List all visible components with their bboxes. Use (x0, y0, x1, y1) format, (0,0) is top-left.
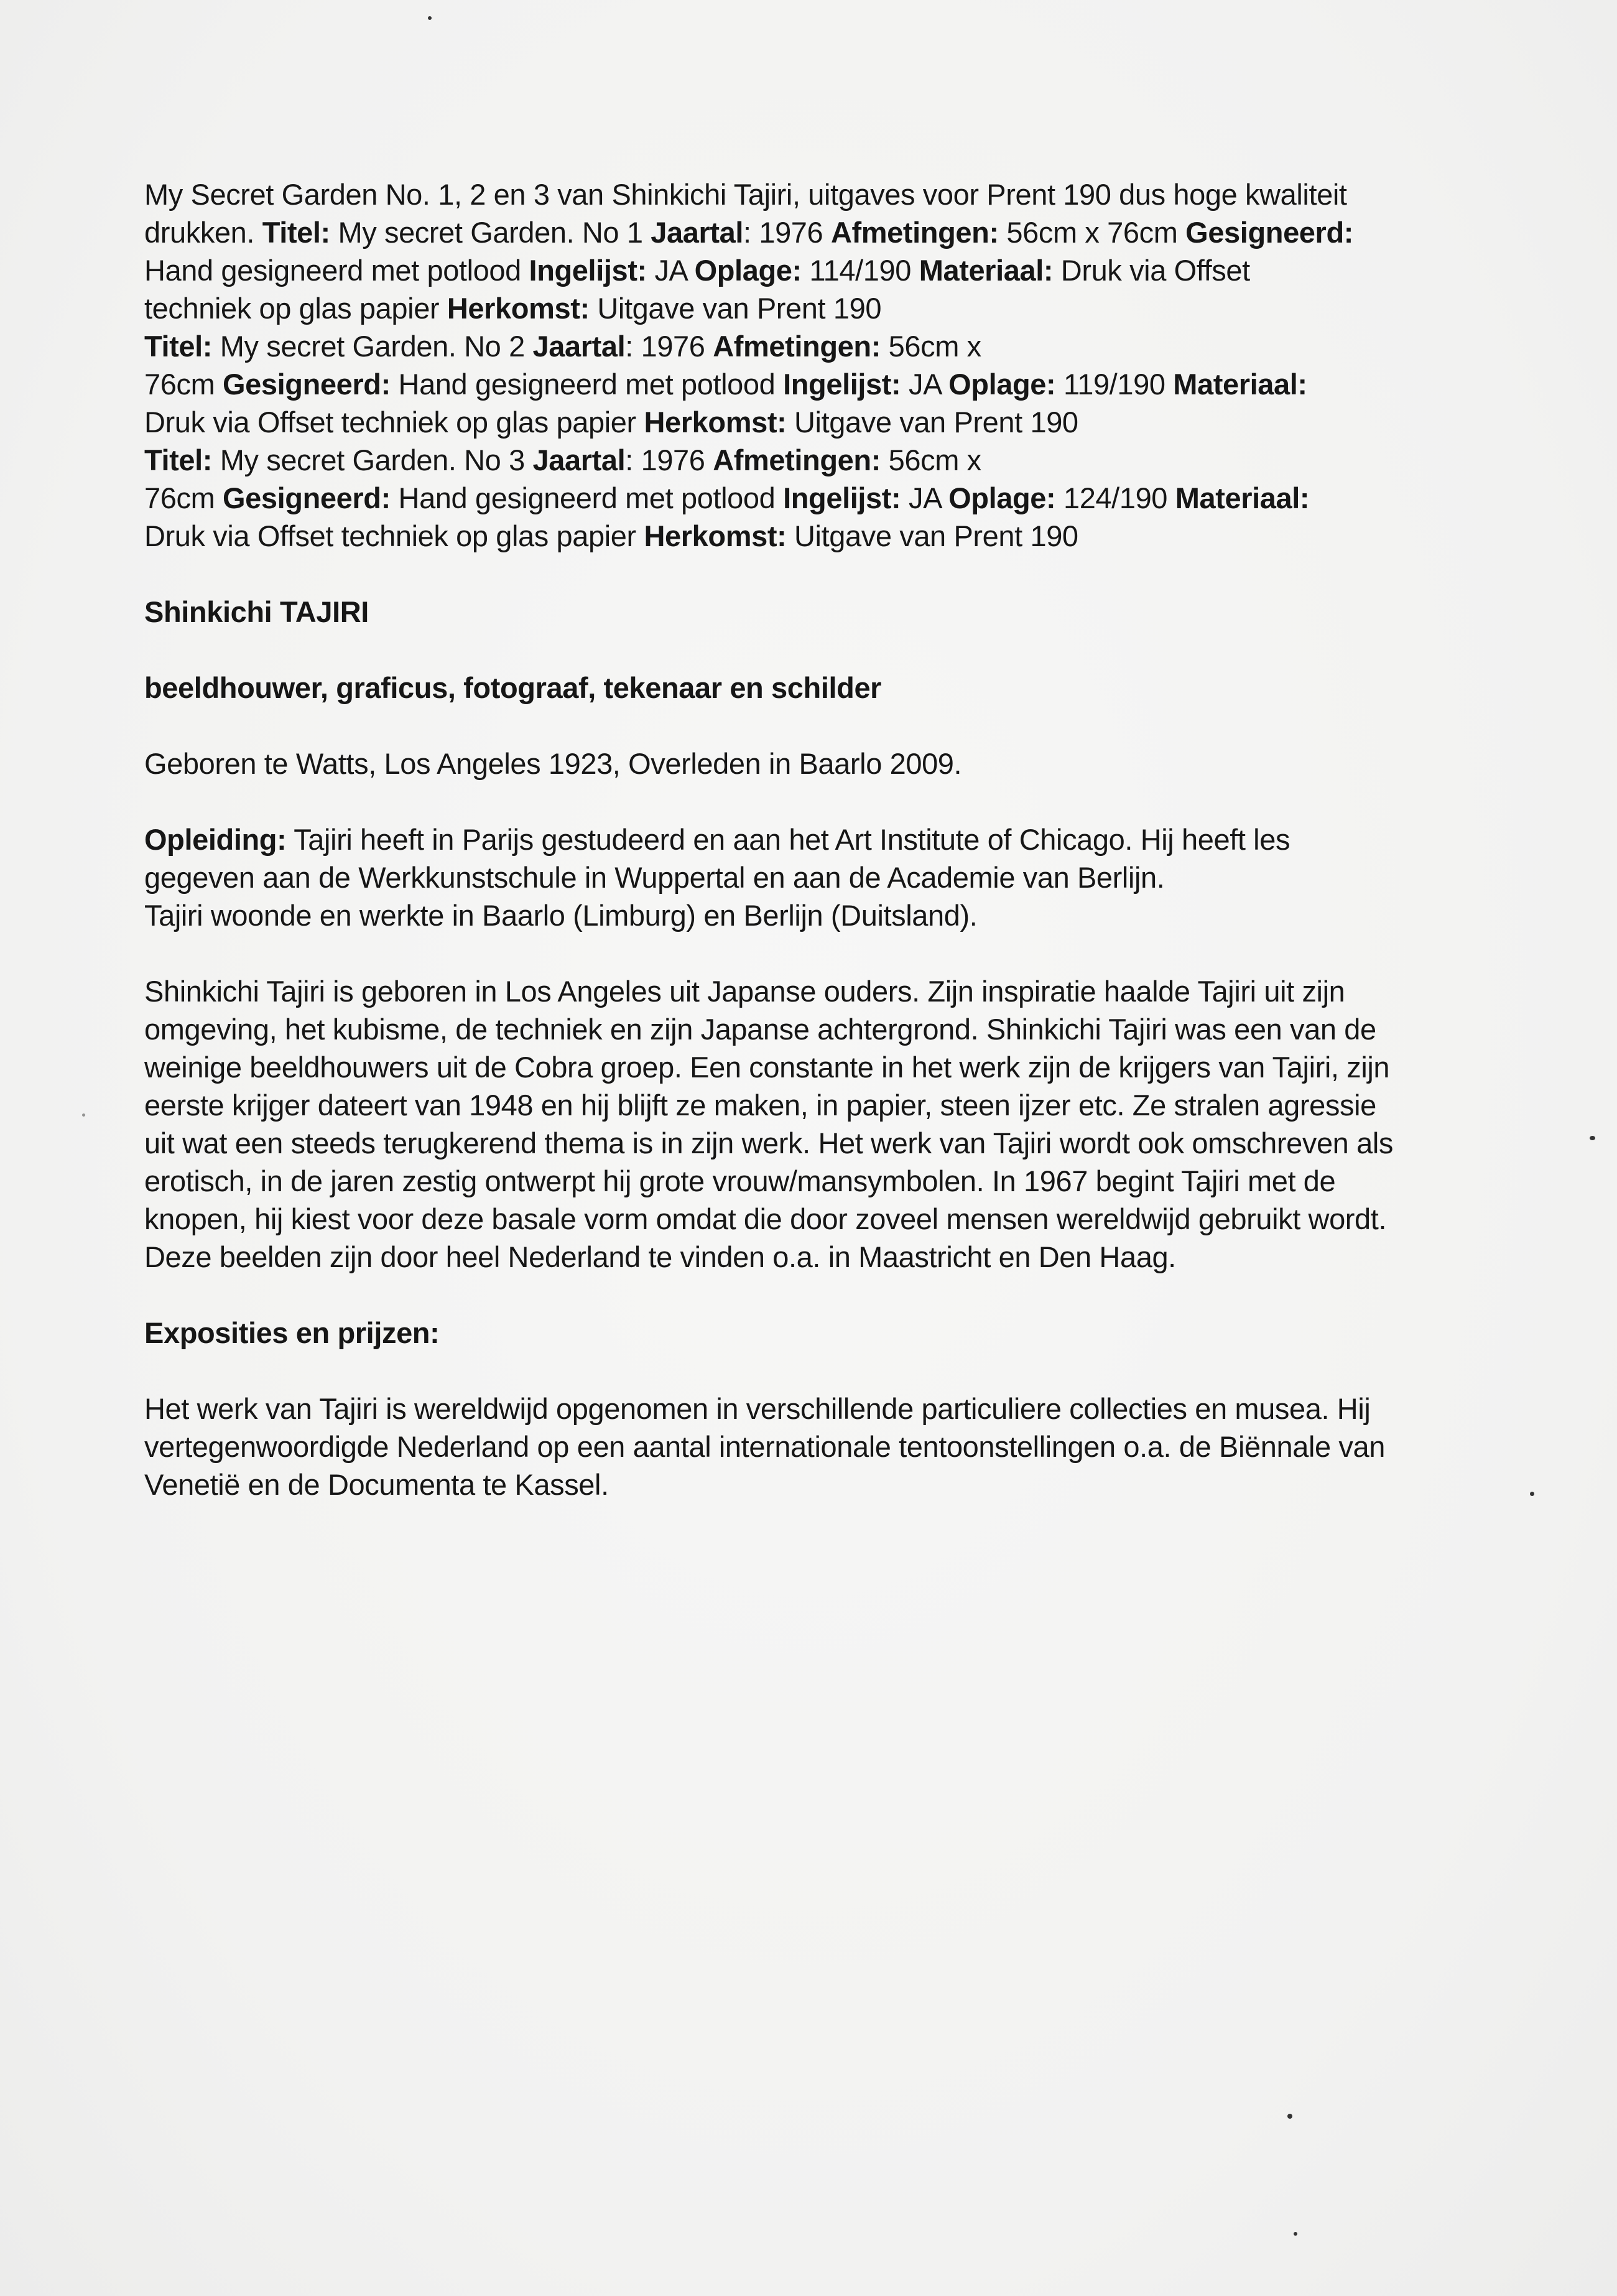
exhibitions-text: Het werk van Tajiri is wereldwijd opgenomen in verschillende particuliere collecties en musea. Hij vertegenwoordigde Nederland op een aantal internationale tentoonstellingen o.a. de Biënnale van Venetië en de Documenta te Kassel. (144, 1392, 1385, 1501)
document-body (144, 175, 1413, 1504)
print-2-line-1 (144, 327, 1363, 365)
print-3-afmetingen: 56cm x (888, 444, 981, 476)
print-2-ingelijst: JA (908, 368, 941, 401)
print-1-titel: My secret Garden. No 1 (338, 216, 643, 249)
print-3-titel: My secret Garden. No 3 (220, 444, 525, 476)
print-3-jaartal: : 1976 (625, 444, 705, 476)
label-herkomst: Herkomst: (644, 406, 787, 439)
artist-name-text: Shinkichi TAJIRI (144, 595, 369, 628)
artist-name (144, 593, 1413, 631)
label-gesigneerd: Gesigneerd: (223, 481, 391, 514)
education-label: Opleiding: (144, 823, 287, 856)
label-titel: Titel: (144, 444, 213, 476)
print-2-materiaal: Druk via Offset techniek op glas papier (144, 406, 636, 439)
scan-speck (428, 16, 432, 20)
label-materiaal: Materiaal: (1173, 368, 1307, 401)
print-1-jaartal: : 1976 (743, 216, 823, 249)
prints-description (144, 175, 1363, 555)
scan-speck (1590, 1136, 1595, 1140)
label-herkomst: Herkomst: (644, 519, 787, 552)
print-1-ingelijst: JA (654, 254, 687, 287)
artist-roles-text: beeldhouwer, graficus, fotograaf, tekenaar en schilder (144, 671, 882, 704)
label-jaartal: Jaartal (651, 216, 744, 249)
label-gesigneerd: Gesigneerd: (1185, 216, 1353, 249)
print-3-herkomst: Uitgave van Prent 190 (794, 519, 1078, 552)
label-ingelijst: Ingelijst: (783, 368, 901, 401)
label-ingelijst: Ingelijst: (783, 481, 901, 514)
artist-bio: Shinkichi Tajiri is geboren in Los Angeles uit Japanse ouders. Zijn inspiratie haalde Tajiri uit zijn omgeving, het kubisme, de techniek en zijn Japanse achtergrond. Shinkichi Tajiri was een van de weinige beeldhouwers uit de Cobra groep. Een constante in het werk zijn de krijgers van Tajiri, zijn eerste krijger dateert van 1948 en hij blijft ze maken, in papier, steen ijzer etc. Ze stralen agressie uit wat een steeds terugkerend thema is in zijn werk. Het werk van Tajiri wordt ook omschreven als erotisch, in de jaren zestig ontwerpt hij grote vrouw/mansymbolen. In 1967 begint Tajiri met de knopen, hij kiest voor deze basale vorm omdat die door zoveel mensen wereldwijd gebruikt wordt. Deze beelden zijn door heel Nederland te vinden o.a. in Maastricht en Den Haag. (144, 975, 1393, 1273)
label-jaartal: Jaartal (532, 444, 626, 476)
intro-text: My Secret Garden No. 1, 2 en 3 van Shinkichi Tajiri, uitgaves voor Prent 190 dus hoge kwaliteit drukken. (144, 178, 1347, 249)
artist-born: Geboren te Watts, Los Angeles 1923, Overleden in Baarlo 2009. (144, 747, 962, 780)
education-text: Tajiri heeft in Parijs gestudeerd en aan het Art Institute of Chicago. Hij heeft les gegeven aan de Werkkunstschule in Wuppertal en aan de Academie van Berlijn. (144, 823, 1290, 894)
exhibitions-heading-text: Exposities en prijzen: (144, 1316, 440, 1349)
scan-speck (1287, 2114, 1292, 2119)
print-3-gesigneerd: Hand gesigneerd met potlood (398, 481, 776, 514)
artist-education (144, 820, 1338, 896)
scan-speck (1530, 1492, 1534, 1496)
print-3-materiaal: Druk via Offset techniek op glas papier (144, 519, 636, 552)
print-2-jaartal: : 1976 (625, 330, 705, 363)
label-materiaal: Materiaal: (1175, 481, 1310, 514)
label-jaartal: Jaartal (532, 330, 626, 363)
print-2-herkomst: Uitgave van Prent 190 (794, 406, 1078, 439)
label-materiaal: Materiaal: (919, 254, 1054, 287)
label-herkomst: Herkomst: (447, 292, 590, 325)
print-2-gesigneerd: Hand gesigneerd met potlood (398, 368, 776, 401)
label-oplage: Oplage: (948, 481, 1056, 514)
print-1-afmetingen: 56cm x 76cm (1006, 216, 1178, 249)
artist-residence: Tajiri woonde en werkte in Baarlo (Limburg) en Berlijn (Duitsland). (144, 899, 978, 932)
print-1-oplage: 114/190 (809, 254, 912, 287)
print-2-afmetingen-cont: 76cm (144, 368, 215, 401)
label-afmetingen: Afmetingen: (830, 216, 999, 249)
label-oplage: Oplage: (694, 254, 802, 287)
label-gesigneerd: Gesigneerd: (223, 368, 391, 401)
print-2-oplage: 119/190 (1063, 368, 1165, 401)
label-afmetingen: Afmetingen: (713, 444, 881, 476)
print-1-materiaal: Druk via Offset techniek op glas papier (144, 254, 1250, 325)
print-2-afmetingen: 56cm x (888, 330, 981, 363)
label-titel: Titel: (262, 216, 330, 249)
print-3-line-1 (144, 441, 1363, 479)
scan-speck (1294, 2232, 1297, 2236)
print-1-gesigneerd: Hand gesigneerd met potlood (144, 254, 521, 287)
label-titel: Titel: (144, 330, 213, 363)
print-3-oplage: 124/190 (1063, 481, 1168, 514)
exhibitions-heading (144, 1314, 1413, 1352)
label-afmetingen: Afmetingen: (713, 330, 881, 363)
scan-speck (82, 1113, 85, 1117)
label-oplage: Oplage: (948, 368, 1056, 401)
label-ingelijst: Ingelijst: (529, 254, 647, 287)
print-2-titel: My secret Garden. No 2 (220, 330, 525, 363)
print-1-herkomst: Uitgave van Prent 190 (597, 292, 882, 325)
artist-roles (144, 669, 1413, 707)
print-3-ingelijst: JA (908, 481, 941, 514)
print-3-afmetingen-cont: 76cm (144, 481, 215, 514)
